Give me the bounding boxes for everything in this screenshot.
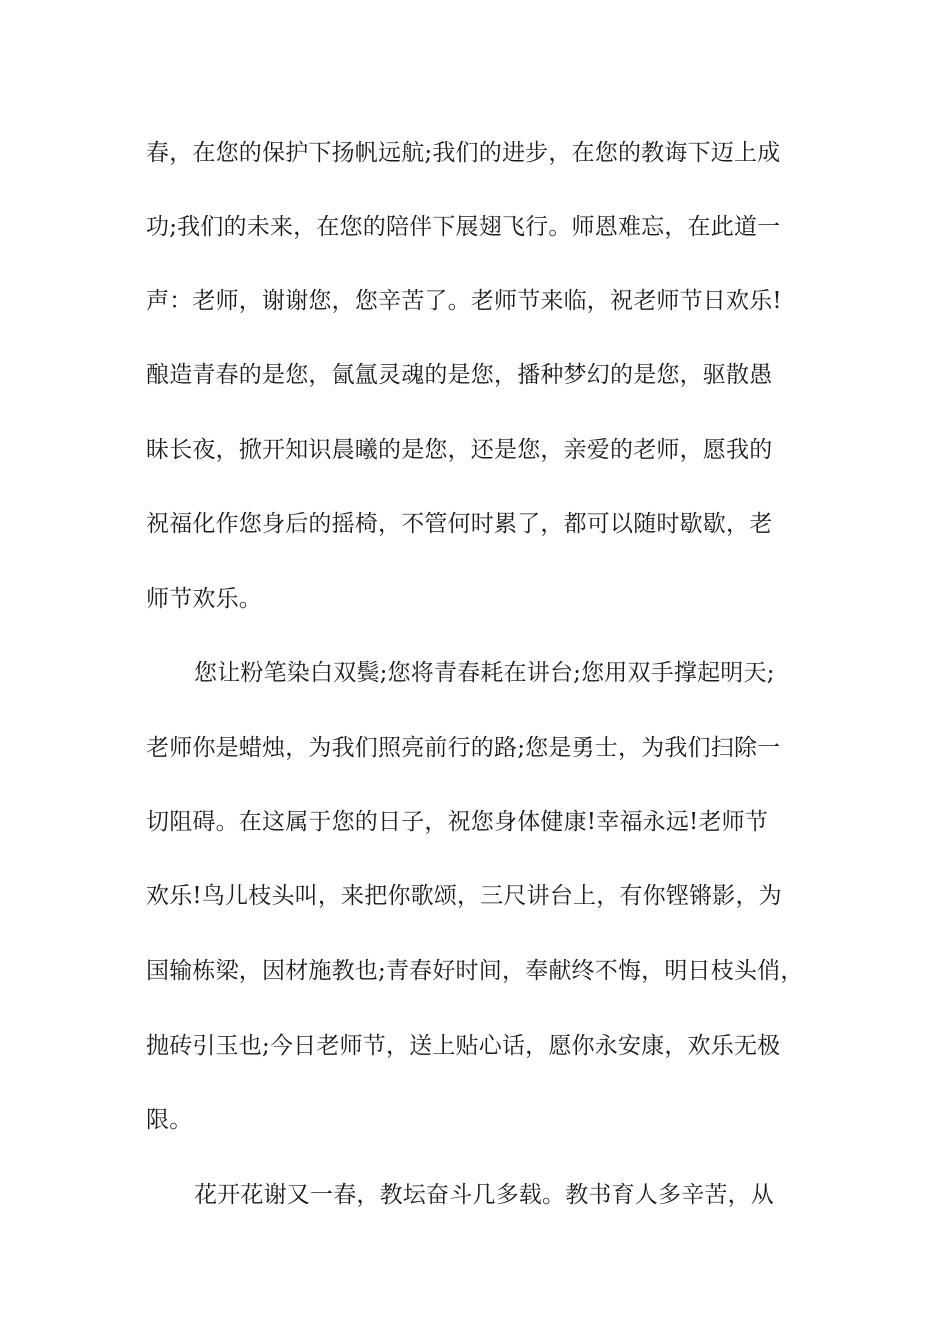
text-line-6: 祝福化作您身后的摇椅，不管何时累了，都可以随时歇歇，老 xyxy=(146,511,773,537)
text-line-13: 抛砖引玉也;今日老师节，送上贴心话，愿你永安康，欢乐无极 xyxy=(146,1033,781,1059)
text-line-3: 声：老师，谢谢您，您辛苦了。老师节来临，祝老师节日欢乐! xyxy=(146,288,782,314)
text-line-14: 限。 xyxy=(146,1107,193,1133)
text-line-1: 春，在您的保护下扬帆远航;我们的进步，在您的教诲下迈上成 xyxy=(146,140,781,166)
text-line-9: 老师你是蜡烛，为我们照亮前行的路;您是勇士，为我们扫除一 xyxy=(146,735,781,761)
text-line-4: 酿造青春的是您，氤氲灵魂的是您，播种梦幻的是您，驱散愚 xyxy=(146,362,773,388)
text-line-12: 国输栋梁，因材施教也;青春好时间，奉献终不悔，明日枝头俏， xyxy=(146,958,804,984)
text-line-7: 师节欢乐。 xyxy=(146,586,262,612)
text-line-10: 切阻碍。在这属于您的日子，祝您身体健康!幸福永远!老师节 xyxy=(146,809,769,835)
text-line-8: 您让粉笔染白双鬓;您将青春耗在讲台;您用双手撑起明天; xyxy=(194,660,775,686)
text-line-2: 功;我们的未来，在您的陪伴下展翅飞行。师恩难忘，在此道一 xyxy=(146,214,781,240)
text-line-11: 欢乐!鸟儿枝头叫，来把你歌颂，三尺讲台上，有你铿锵影，为 xyxy=(146,883,782,909)
text-line-5: 昧长夜，掀开知识晨曦的是您，还是您，亲爱的老师，愿我的 xyxy=(146,437,773,463)
text-line-15: 花开花谢又一春，教坛奋斗几多载。教书育人多辛苦，从 xyxy=(194,1182,774,1208)
